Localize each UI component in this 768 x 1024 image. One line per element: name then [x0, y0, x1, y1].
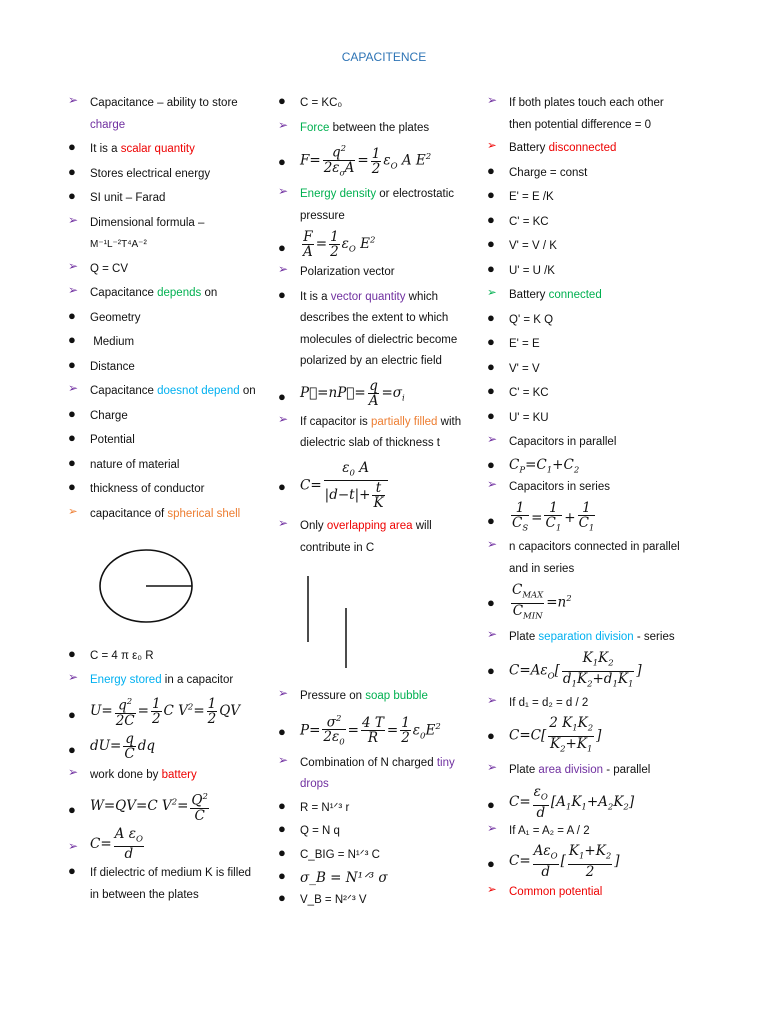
item-text: Battery [509, 289, 549, 301]
arrow-bullet-icon: ➢ [68, 258, 79, 273]
arrow-bullet-icon: ➢ [487, 537, 498, 552]
item-text: E' = E [509, 338, 540, 350]
arrow-bullet-icon: ➢ [68, 93, 79, 107]
item-text-highlight: drops [300, 778, 329, 791]
formula-soap-bubble: P= $\frac{\sigma^2}{2\varepsilon_0}$ = $\frac{4 T}{R}$ = $\frac{1}{2}$ $\varepsilon_0E^2$ [300, 713, 441, 748]
item-text-highlight: battery [161, 768, 197, 781]
item-text-highlight: charge [90, 118, 126, 131]
dot-bullet-icon: ● [278, 868, 286, 884]
dimensional-formula: M⁻¹L⁻²T⁴A⁻² [90, 239, 147, 250]
item-text: U' = U /K [509, 264, 555, 277]
item-text: If d₁ = d₂ = d / 2 [509, 696, 589, 709]
item-text: Q = CV [90, 262, 129, 275]
arrow-bullet-icon: ➢ [487, 626, 498, 641]
item-text-highlight: Energy stored [90, 673, 162, 686]
item-text: in a capacitor [161, 673, 234, 686]
list-item [487, 212, 727, 234]
list-item [487, 285, 727, 307]
item-text: which [405, 290, 439, 303]
formula-area-division: C= $\frac{\varepsilon_O}{d}$ $[A_1K_1+A_2K_2]$ [509, 784, 635, 821]
list-item [487, 432, 727, 454]
list-item [68, 479, 268, 501]
list-item [278, 287, 483, 373]
list-item [68, 164, 268, 186]
list-item [278, 93, 483, 115]
item-text: C = KC₀ [300, 97, 343, 109]
list-item [278, 230, 483, 259]
item-text: It is a [300, 290, 331, 303]
spherical-shell-diagram [98, 548, 198, 648]
item-text: Q' = K Q [509, 313, 554, 326]
list-item [487, 334, 727, 356]
item-text: If both plates touch each other [509, 97, 664, 109]
item-text: Polarization vector [300, 266, 395, 279]
dot-bullet-icon: ● [68, 479, 76, 494]
arrow-bullet-icon: ➢ [68, 505, 78, 518]
list-item [278, 516, 483, 559]
dot-bullet-icon: ● [487, 162, 495, 178]
formula-work: W=QV=C $V^2=$ $\frac{Q^2}{C}$ [90, 792, 208, 824]
dot-bullet-icon: ● [278, 478, 286, 494]
item-text-highlight: tiny [436, 756, 455, 769]
item-text: on [239, 385, 256, 397]
arrow-bullet-icon: ➢ [68, 764, 79, 779]
list-item [487, 651, 727, 691]
list-item [68, 332, 268, 354]
item-text: If A₁ = A₂ = A / 2 [509, 824, 590, 837]
dot-bullet-icon: ● [278, 240, 286, 256]
dot-bullet-icon: ● [68, 802, 76, 817]
dot-bullet-icon: ● [487, 260, 495, 276]
column-1-lower [68, 646, 273, 906]
formula-dU: dU= $\frac{q}{C}$ dq [90, 730, 155, 762]
item-text: - parallel [603, 763, 651, 776]
column-1 [68, 93, 268, 525]
list-item [278, 798, 483, 820]
item-text-highlight: depends [157, 287, 202, 299]
list-item [278, 890, 483, 912]
arrow-bullet-icon: ➢ [68, 381, 79, 395]
arrow-bullet-icon: ➢ [278, 516, 289, 531]
arrow-bullet-icon: ➢ [278, 411, 289, 426]
arrow-bullet-icon: ➢ [487, 477, 498, 492]
item-text: Pressure on [300, 690, 366, 702]
list-item [487, 821, 727, 843]
list-item [68, 213, 268, 256]
item-text: V' = V [509, 362, 540, 375]
dot-bullet-icon: ● [68, 139, 76, 154]
item-text: on [201, 287, 218, 299]
column-3 [487, 93, 727, 903]
list-item [68, 504, 268, 526]
dot-bullet-icon: ● [68, 741, 76, 757]
list-item [487, 583, 727, 623]
dot-bullet-icon: ● [68, 405, 76, 421]
dot-bullet-icon: ● [487, 187, 495, 202]
dot-bullet-icon: ● [487, 797, 495, 812]
item-text: C' = KC [509, 387, 549, 399]
arrow-bullet-icon: ➢ [487, 140, 497, 152]
list-item [487, 138, 727, 160]
list-item [68, 93, 268, 136]
formula-parallel: $C_P=C_1+C_2$ [509, 456, 580, 476]
item-text: will [412, 520, 432, 533]
arrow-bullet-icon: ➢ [487, 692, 498, 707]
item-text: Dimensional formula – [90, 216, 205, 229]
list-item [68, 259, 268, 281]
item-text-highlight: Energy density [300, 188, 377, 201]
item-text: If capacitor is [300, 415, 371, 428]
list-item [487, 187, 727, 209]
item-text: work done by [90, 768, 162, 781]
dot-bullet-icon: ● [487, 309, 495, 325]
dot-bullet-icon: ● [487, 512, 495, 528]
list-item [68, 381, 268, 403]
item-text: Q = N q [300, 825, 340, 838]
list-item [487, 93, 727, 136]
item-text-highlight: Force [300, 121, 330, 134]
arrow-bullet-icon: ➢ [68, 669, 79, 684]
item-text-highlight: disconnected [548, 142, 617, 154]
dot-bullet-icon: ● [487, 334, 495, 349]
list-item [487, 844, 727, 879]
dot-bullet-icon: ● [278, 723, 286, 739]
list-item [278, 262, 483, 284]
item-text: polarized by an electric field [300, 355, 442, 368]
list-item [487, 477, 727, 499]
item-text: V_B = N²ᐟ³ V [300, 893, 367, 906]
item-text: E' = E /K [509, 191, 554, 203]
list-item [68, 732, 273, 761]
list-item [68, 283, 268, 305]
dot-bullet-icon: ● [68, 863, 76, 879]
item-text-highlight: overlapping area [326, 520, 413, 533]
list-item [68, 188, 268, 210]
item-text: Only [300, 520, 327, 533]
list-item [68, 646, 273, 668]
formula-equal-separation: C=C[ $\frac{2 K_1K_2}{K_2+K_1}$ ] [509, 715, 602, 755]
arrow-bullet-icon: ➢ [487, 432, 498, 446]
list-item [68, 827, 273, 862]
arrow-bullet-icon: ➢ [487, 759, 498, 774]
item-text: Geometry [90, 311, 141, 324]
item-text: Combination of N charged [300, 756, 437, 769]
list-item [278, 142, 483, 180]
list-item [68, 670, 273, 692]
item-text: describes the extent to which [300, 312, 449, 325]
dot-bullet-icon: ● [278, 286, 286, 302]
item-text: Distance [90, 360, 135, 373]
item-text: or electrostatic [376, 188, 455, 201]
dot-bullet-icon: ● [68, 646, 76, 661]
list-item [487, 760, 727, 782]
list-item [487, 501, 727, 536]
dot-bullet-icon: ● [487, 236, 495, 251]
formula-polarization: P⃗=nP⃗= $\frac{q}{A}$ $=\sigma_i$ [300, 377, 405, 409]
item-text: in between the plates [90, 888, 199, 901]
item-text-highlight: spherical shell [167, 507, 241, 520]
item-text: Medium [90, 336, 135, 348]
formula-equal-area: C= $\frac{A\varepsilon_O}{d}$ [ $\frac{K_1+K_2}{2}$ ] [509, 843, 620, 880]
item-text: capacitance of [90, 507, 168, 520]
list-item [68, 430, 268, 452]
item-text: between the plates [329, 121, 430, 134]
item-text: Battery [509, 142, 549, 154]
item-text: with [437, 415, 462, 428]
formula-sphere: C = 4 π ε₀ R [90, 650, 154, 662]
list-item [278, 712, 483, 750]
item-text: U' = KU [509, 411, 549, 424]
dot-bullet-icon: ● [278, 889, 286, 905]
list-item [68, 790, 273, 823]
item-text: Plate [509, 763, 539, 776]
list-item [278, 845, 483, 867]
dot-bullet-icon: ● [278, 821, 286, 837]
arrow-bullet-icon: ➢ [278, 184, 289, 199]
list-item [487, 383, 727, 405]
list-item [487, 457, 727, 476]
dot-bullet-icon: ● [278, 93, 286, 108]
item-text: Capacitance [90, 385, 158, 397]
list-item [68, 863, 273, 906]
dot-bullet-icon: ● [487, 407, 495, 423]
arrow-bullet-icon: ➢ [487, 883, 497, 896]
dot-bullet-icon: ● [487, 595, 495, 611]
list-item [278, 868, 483, 890]
list-item [68, 455, 268, 477]
arrow-bullet-icon: ➢ [278, 752, 289, 767]
list-item [487, 359, 727, 381]
item-text-highlight: Common potential [509, 885, 603, 898]
dot-bullet-icon: ● [487, 358, 495, 374]
item-text: V' = V / K [509, 240, 557, 252]
list-item [278, 686, 483, 708]
dot-bullet-icon: ● [487, 383, 495, 398]
dot-bullet-icon: ● [487, 856, 495, 872]
list-item [487, 785, 727, 820]
list-item [68, 308, 268, 330]
list-item [278, 118, 483, 140]
formula-sigma: σ_B = N¹ᐟ³ σ [300, 870, 388, 887]
list-item [68, 695, 273, 728]
arrow-bullet-icon: ➢ [278, 117, 289, 132]
dot-bullet-icon: ● [68, 332, 76, 347]
item-text: C' = KC [509, 215, 549, 228]
item-text: R = N¹ᐟ³ r [300, 801, 350, 814]
item-text: Charge = const [509, 166, 588, 179]
item-text-highlight: doesnot depend [157, 385, 240, 397]
item-text: molecules of dielectric become [300, 333, 458, 346]
formula-energy-density: $\frac{F}{A}$ = $\frac{1}{2}$ $\varepsilon_O$ $E^2$ [303, 229, 376, 261]
list-item [68, 357, 268, 379]
list-item [487, 408, 727, 430]
list-item [278, 461, 483, 511]
list-item [487, 716, 727, 756]
item-text-highlight: scalar quantity [120, 143, 195, 155]
list-item [278, 412, 483, 455]
list-item [68, 406, 268, 428]
list-item [487, 310, 727, 332]
dot-bullet-icon: ● [68, 188, 76, 203]
item-text: Capacitance – ability to store [90, 97, 238, 109]
item-text: Plate [509, 630, 539, 643]
list-item [487, 163, 727, 185]
arrow-bullet-icon: ➢ [278, 686, 289, 700]
dot-bullet-icon: ● [278, 797, 286, 813]
item-text: It is a [90, 143, 121, 155]
item-text-highlight: separation division [538, 630, 634, 643]
item-text: dielectric slab of thickness t [300, 437, 440, 450]
item-text: Capacitance [90, 287, 158, 299]
arrow-bullet-icon: ➢ [68, 838, 79, 853]
list-item [487, 882, 727, 904]
formula-force: F= $\frac{q^2}{2\varepsilon_oA}$ = $\frac{1}{2}$ $\varepsilon_O$ A $E^2$ [300, 144, 432, 179]
column-2 [278, 93, 483, 559]
item-text: and in series [509, 562, 575, 575]
dot-bullet-icon: ● [278, 154, 286, 169]
arrow-bullet-icon: ➢ [68, 283, 79, 297]
list-item [487, 236, 727, 258]
list-item [278, 753, 483, 796]
dot-bullet-icon: ● [487, 211, 495, 227]
dot-bullet-icon: ● [487, 728, 495, 744]
arrow-bullet-icon: ➢ [278, 262, 289, 277]
formula-series: $\frac{1}{C_S}$ = $\frac{1}{C_1}$ + $\frac{1}{C_1}$ [512, 499, 595, 534]
list-item [487, 627, 727, 649]
formula-capacitance: C= $\frac{A \varepsilon_O}{d}$ [90, 825, 143, 863]
dot-bullet-icon: ● [487, 456, 495, 472]
list-item [487, 693, 727, 715]
item-text: Stores electrical energy [90, 167, 211, 180]
item-text: If dielectric of medium K is filled [90, 867, 252, 880]
item-text: n capacitors connected in parallel [509, 541, 680, 554]
column-2-lower [278, 686, 483, 911]
dot-bullet-icon: ● [68, 307, 76, 323]
item-text: Charge [90, 409, 128, 422]
item-text: Potential [90, 434, 135, 446]
item-text: - series [633, 630, 675, 643]
item-text: nature of material [90, 458, 180, 471]
item-text: contribute in C [300, 541, 375, 554]
arrow-bullet-icon: ➢ [487, 820, 498, 835]
arrow-bullet-icon: ➢ [68, 212, 79, 227]
formula-energy: U= $\frac{q^2}{2C}$ = $\frac{1}{2}$ C $V^2=$ $\frac{1}{2}$ QV [90, 695, 241, 729]
dot-bullet-icon: ● [68, 454, 76, 470]
list-item [68, 765, 273, 787]
dot-bullet-icon: ● [68, 356, 76, 372]
dot-bullet-icon: ● [278, 388, 286, 404]
list-item [68, 139, 268, 161]
arrow-bullet-icon: ➢ [487, 287, 497, 299]
dot-bullet-icon: ● [68, 707, 76, 722]
formula-cmax-cmin: $\frac{C_{MAX}}{C_{MIN}}$ $=n^2$ [512, 582, 572, 622]
item-text: SI unit – Farad [90, 192, 166, 204]
dot-bullet-icon: ● [278, 844, 286, 860]
item-text: Capacitors in series [509, 481, 610, 494]
item-text-highlight: partially filled [370, 415, 438, 428]
list-item [278, 184, 483, 227]
list-item [487, 537, 727, 580]
formula-separation: $C=A\varepsilon_O$[ $\frac{K_1K_2}{d_1K_2+d_1K_1}$ ] [509, 650, 642, 690]
list-item [278, 821, 483, 843]
dot-bullet-icon: ● [68, 163, 76, 179]
item-text: pressure [300, 209, 345, 222]
page-title: CAPACITENCE [341, 50, 427, 64]
formula-partial-fill: C= $\varepsilon_0$ A |d−t|+ $\frac{t}{K}$ [300, 461, 390, 511]
item-text-highlight: vector quantity [330, 290, 406, 303]
overlapping-plates-diagram [300, 572, 360, 672]
arrow-bullet-icon: ➢ [487, 93, 498, 107]
item-text-highlight: area division [538, 763, 603, 776]
item-text-highlight: soap bubble [365, 690, 428, 702]
item-text: then potential difference = 0 [509, 118, 652, 131]
item-text: C_BIG = N¹ᐟ³ C [300, 848, 380, 861]
item-text-highlight: connected [548, 289, 602, 301]
dot-bullet-icon: ● [487, 663, 495, 679]
dot-bullet-icon: ● [68, 430, 76, 445]
item-text: thickness of conductor [90, 483, 205, 495]
list-item [487, 261, 727, 283]
list-item [278, 379, 483, 408]
item-text: Capacitors in parallel [509, 436, 617, 448]
